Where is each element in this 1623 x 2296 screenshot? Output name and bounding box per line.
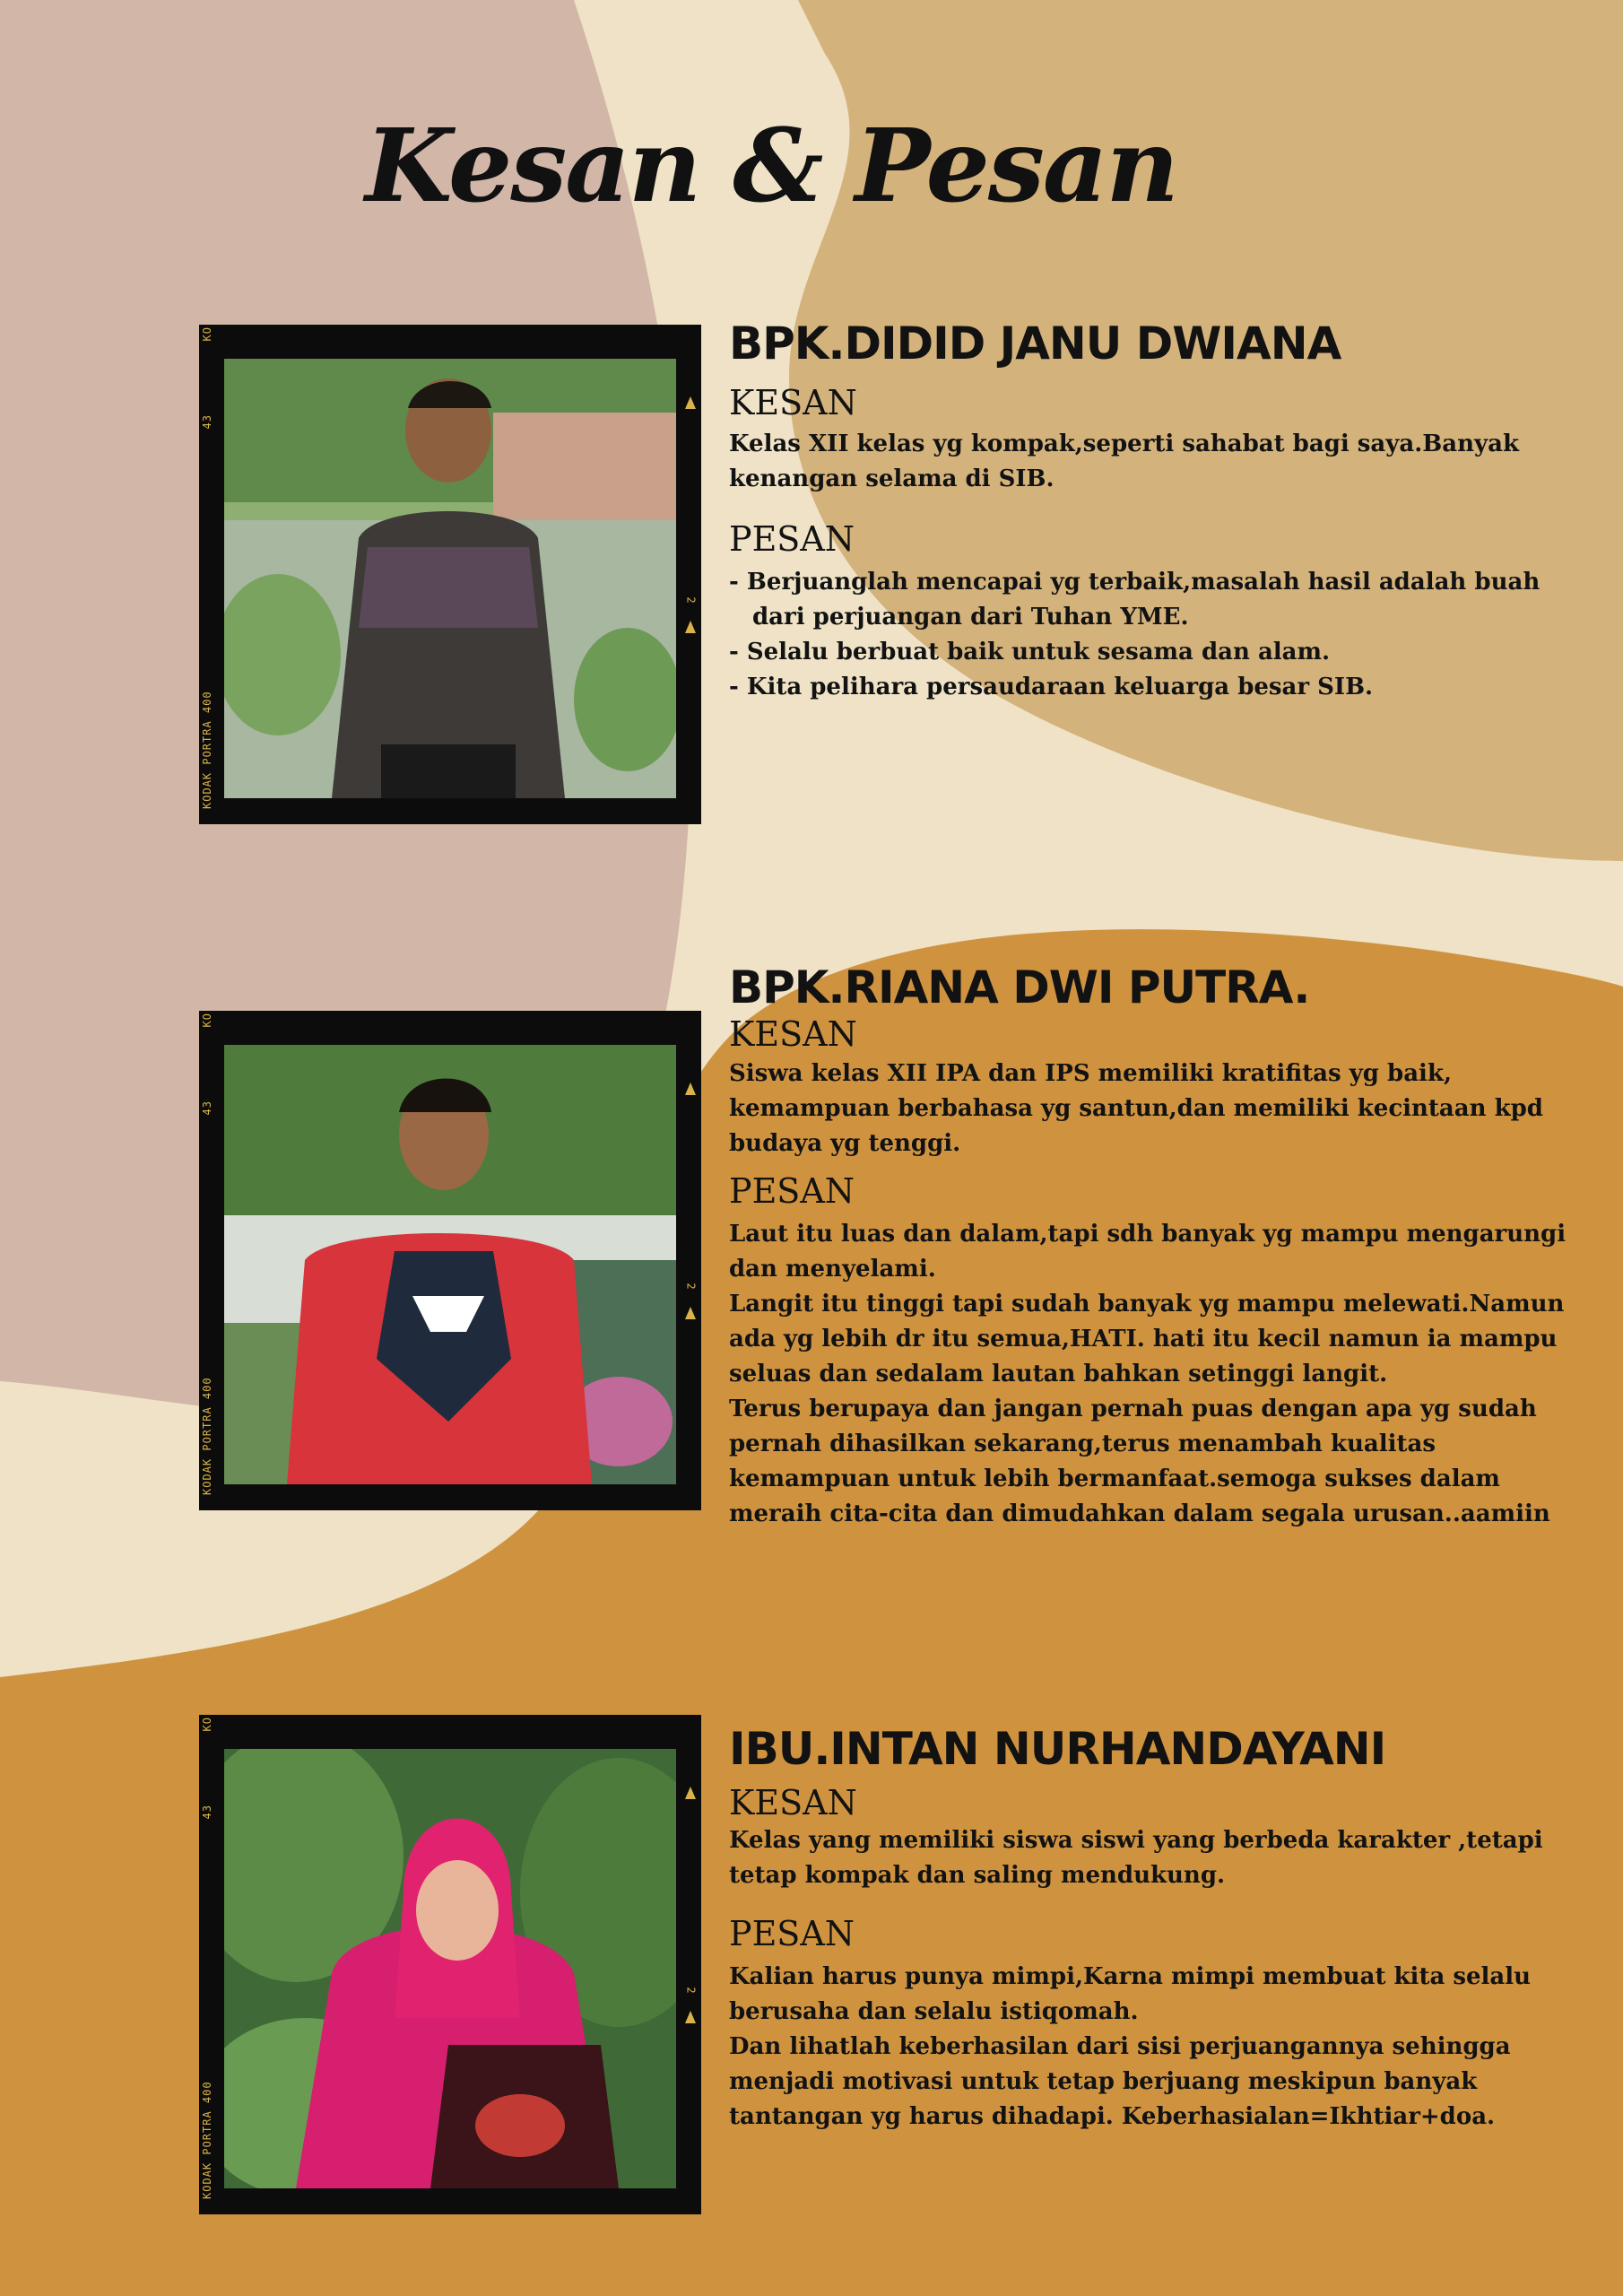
teacher-name: BPK.DIDID JANU DWIANA bbox=[729, 317, 1341, 370]
film-label-ko: KO bbox=[201, 1717, 213, 1732]
film-label-number: 43 bbox=[201, 1805, 213, 1820]
teacher-text bbox=[729, 317, 1599, 705]
teacher-photo bbox=[224, 1045, 676, 1484]
pesan-line: meraih cita-cita dan dimudahkan dalam segala urusan..aamiin bbox=[729, 1500, 1550, 1527]
film-marker bbox=[685, 2011, 696, 2023]
kesan-line: kemampuan berbahasa yg santun,dan memiliki kecintaan kpd bbox=[729, 1095, 1543, 1122]
film-label-frame: 2 bbox=[684, 1283, 698, 1290]
film-marker bbox=[685, 1307, 696, 1319]
kesan-label: KESAN bbox=[729, 1014, 857, 1054]
pesan-line: kemampuan untuk lebih bermanfaat.semoga sukses dalam bbox=[729, 1465, 1500, 1492]
pesan-line: Laut itu luas dan dalam,tapi sdh banyak yg mampu mengarungi bbox=[729, 1221, 1567, 1248]
teacher-photo bbox=[224, 1749, 676, 2188]
kesan-label: KESAN bbox=[729, 1783, 857, 1822]
pesan-label: PESAN bbox=[729, 519, 855, 559]
kesan-line: Kelas XII kelas yg kompak,seperti sahabat bagi saya.Banyak bbox=[729, 430, 1519, 457]
film-label-kodak: KODAK PORTRA 400 bbox=[201, 2081, 213, 2199]
teacher-text bbox=[729, 1723, 1599, 2135]
kesan-label: KESAN bbox=[729, 383, 857, 422]
film-label-number: 43 bbox=[201, 1100, 213, 1116]
pesan-line: Terus berupaya dan jangan pernah puas dengan apa yg sudah bbox=[729, 1396, 1537, 1422]
film-label-number: 43 bbox=[201, 414, 213, 430]
page-title: Kesan & Pesan bbox=[365, 108, 1177, 225]
film-marker bbox=[685, 1083, 696, 1095]
kesan-line: Kelas yang memiliki siswa siswi yang berbeda karakter ,tetapi bbox=[729, 1827, 1543, 1854]
kesan-line: budaya yg tenggi. bbox=[729, 1130, 961, 1157]
film-label-frame: 2 bbox=[684, 1987, 698, 1994]
kesan-line: tetap kompak dan saling mendukung. bbox=[729, 1862, 1226, 1889]
teacher-photo bbox=[224, 359, 676, 798]
photo-frame bbox=[199, 1011, 701, 1510]
teacher-name: IBU.INTAN NURHANDAYANI bbox=[729, 1723, 1386, 1775]
pesan-line: - Kita pelihara persaudaraan keluarga besar SIB. bbox=[729, 674, 1374, 700]
film-label-ko: KO bbox=[201, 1013, 213, 1028]
film-label-kodak: KODAK PORTRA 400 bbox=[201, 1377, 213, 1495]
pesan-label: PESAN bbox=[729, 1171, 855, 1211]
pesan-line: dan menyelami. bbox=[729, 1256, 936, 1283]
pesan-line: Kalian harus punya mimpi,Karna mimpi membuat kita selalu bbox=[729, 1963, 1532, 1990]
pesan-line: pernah dihasilkan sekarang,terus menambah kualitas bbox=[729, 1431, 1436, 1457]
film-marker bbox=[685, 396, 696, 409]
pesan-line: berusaha dan selalu istiqomah. bbox=[729, 1998, 1139, 2025]
pesan-line: - Selalu berbuat baik untuk sesama dan alam. bbox=[729, 639, 1331, 665]
film-marker bbox=[685, 1787, 696, 1799]
film-label-frame: 2 bbox=[684, 596, 698, 604]
film-marker bbox=[685, 621, 696, 633]
pesan-line: Dan lihatlah keberhasilan dari sisi perjuangannya sehingga bbox=[729, 2033, 1511, 2060]
kesan-line: kenangan selama di SIB. bbox=[729, 465, 1055, 492]
film-label-ko: KO bbox=[201, 326, 213, 342]
photo-frame bbox=[199, 1715, 701, 2214]
kesan-line: Siswa kelas XII IPA dan IPS memiliki kratifitas yg baik, bbox=[729, 1060, 1452, 1087]
teacher-name: BPK.RIANA DWI PUTRA. bbox=[729, 961, 1310, 1013]
pesan-line: menjadi motivasi untuk tetap berjuang meskipun banyak bbox=[729, 2068, 1478, 2095]
pesan-line: tantangan yg harus dihadapi. Keberhasialan=Ikhtiar+doa. bbox=[729, 2103, 1496, 2130]
pesan-label: PESAN bbox=[729, 1914, 855, 1953]
pesan-line: dari perjuangan dari Tuhan YME. bbox=[752, 604, 1189, 631]
pesan-line: ada yg lebih dr itu semua,HATI. hati itu kecil namun ia mampu bbox=[729, 1326, 1558, 1352]
teacher-text bbox=[729, 961, 1599, 1532]
film-label-kodak: KODAK PORTRA 400 bbox=[201, 691, 213, 809]
pesan-line: seluas dan sedalam lautan bahkan setinggi langit. bbox=[729, 1361, 1388, 1387]
photo-frame bbox=[199, 325, 701, 824]
pesan-line: - Berjuanglah mencapai yg terbaik,masalah hasil adalah buah bbox=[729, 569, 1541, 596]
pesan-line: Langit itu tinggi tapi sudah banyak yg mampu melewati.Namun bbox=[729, 1291, 1565, 1318]
